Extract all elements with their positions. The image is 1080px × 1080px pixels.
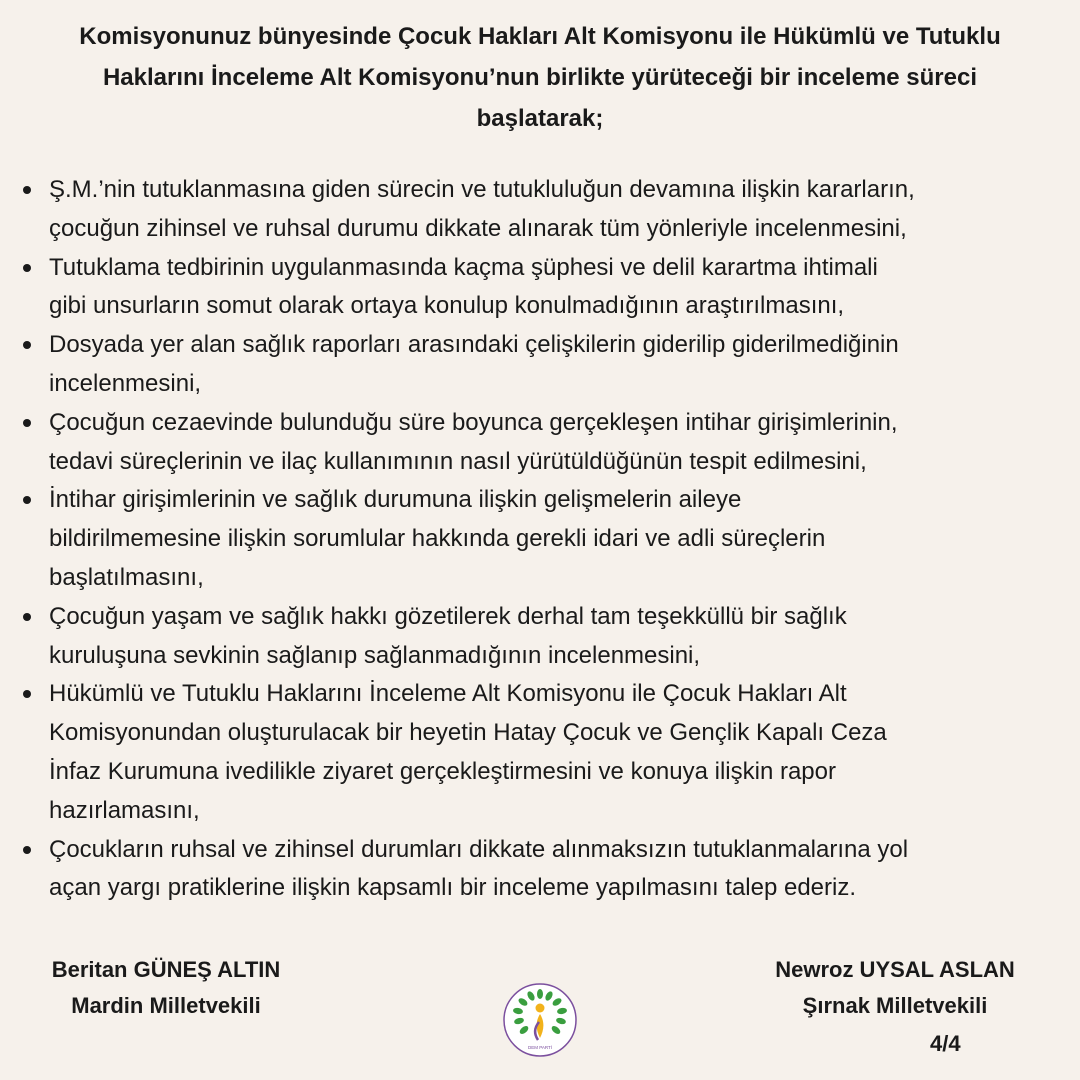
list-item [0,171,1080,249]
list-item-line: gibi unsurların somut olarak ortaya konulup konulmadığının araştırılmasını, [49,292,845,320]
list-item-line: incelenmesini, [49,369,202,397]
list-item-line: kuruluşuna sevkinin sağlanıp sağlanmadığının incelenmesini, [49,641,701,669]
signatory-title: Mardin Milletvekili [71,993,261,1018]
list-item [0,481,1080,597]
list-item-line: bildirilmemesine ilişkin sorumlular hakkında gerekli idari ve adli süreçlerin [49,525,826,553]
list-item [0,249,1080,327]
request-list [0,171,1080,908]
list-item-line: tedavi süreçlerinin ve ilaç kullanımının nasıl yürütüldüğünün tespit edilmesini, [49,447,867,475]
signatory-name: Beritan GÜNEŞ ALTIN [51,957,281,982]
list-item-line: Çocukların ruhsal ve zihinsel durumları dikkate alınmaksızın tutuklanmalarına yol [49,835,909,863]
list-item-line: Hükümlü ve Tutuklu Haklarını İnceleme Alt Komisyonu ile Çocuk Hakları Alt [49,680,847,708]
signatory-name: Newroz UYSAL ASLAN [775,957,1015,982]
list-item-line: Çocuğun cezaevinde bulunduğu süre boyunca gerçekleşen intihar girişimlerinin, [49,408,898,436]
list-item-line: Ş.M.’nin tutuklanmasına giden sürecin ve tutukluluğun devamına ilişkin kararların, [49,176,915,203]
heading-line: Komisyonunuz bünyesinde Çocuk Hakları Alt Komisyonu ile Hükümlü ve Tutuklu [79,23,1001,50]
page-number: 4/4 [930,1031,961,1056]
list-item-line: Dosyada yer alan sağlık raporları arasındaki çelişkilerin giderilip giderilmediğinin [49,331,899,359]
list-item-line: Tutuklama tedbirinin uygulanmasında kaçma şüphesi ve delil karartma ihtimali [49,253,878,281]
list-item-line: Çocuğun yaşam ve sağlık hakkı gözetilerek derhal tam teşekküllü bir sağlık [49,602,847,630]
list-item-line: açan yargı pratiklerine ilişkin kapsamlı bir inceleme yapılmasını talep ederiz. [49,874,857,902]
list-item-line: Komisyonundan oluşturulacak bir heyetin Hatay Çocuk ve Gençlik Kapalı Ceza [49,719,887,747]
dem-parti-logo-icon [502,982,578,1058]
list-item [0,598,1080,676]
list-item-line: İntihar girişimlerinin ve sağlık durumuna ilişkin gelişmelerin aileye [49,486,742,514]
logo-text: DEM PARTİ [527,1045,553,1050]
list-item [0,675,1080,830]
list-item-line: başlatılmasını, [49,563,204,591]
request-heading [20,16,1060,139]
signature-right [750,952,1040,1024]
list-item [0,404,1080,482]
list-item-line: hazırlamasını, [49,796,200,824]
signatory-title: Şırnak Milletvekili [802,993,988,1018]
list-item [0,326,1080,404]
signature-left [26,952,306,1024]
list-item [0,831,1080,909]
list-item-line: çocuğun zihinsel ve ruhsal durumu dikkate alınarak tüm yönleriyle incelenmesini, [49,214,907,242]
list-item-line: İnfaz Kurumuna ivedilikle ziyaret gerçekleştirmesini ve konuya ilişkin rapor [49,757,836,785]
heading-line: başlatarak; [476,105,604,132]
heading-line: Haklarını İnceleme Alt Komisyonu’nun birlikte yürüteceği bir inceleme süreci [102,64,978,91]
